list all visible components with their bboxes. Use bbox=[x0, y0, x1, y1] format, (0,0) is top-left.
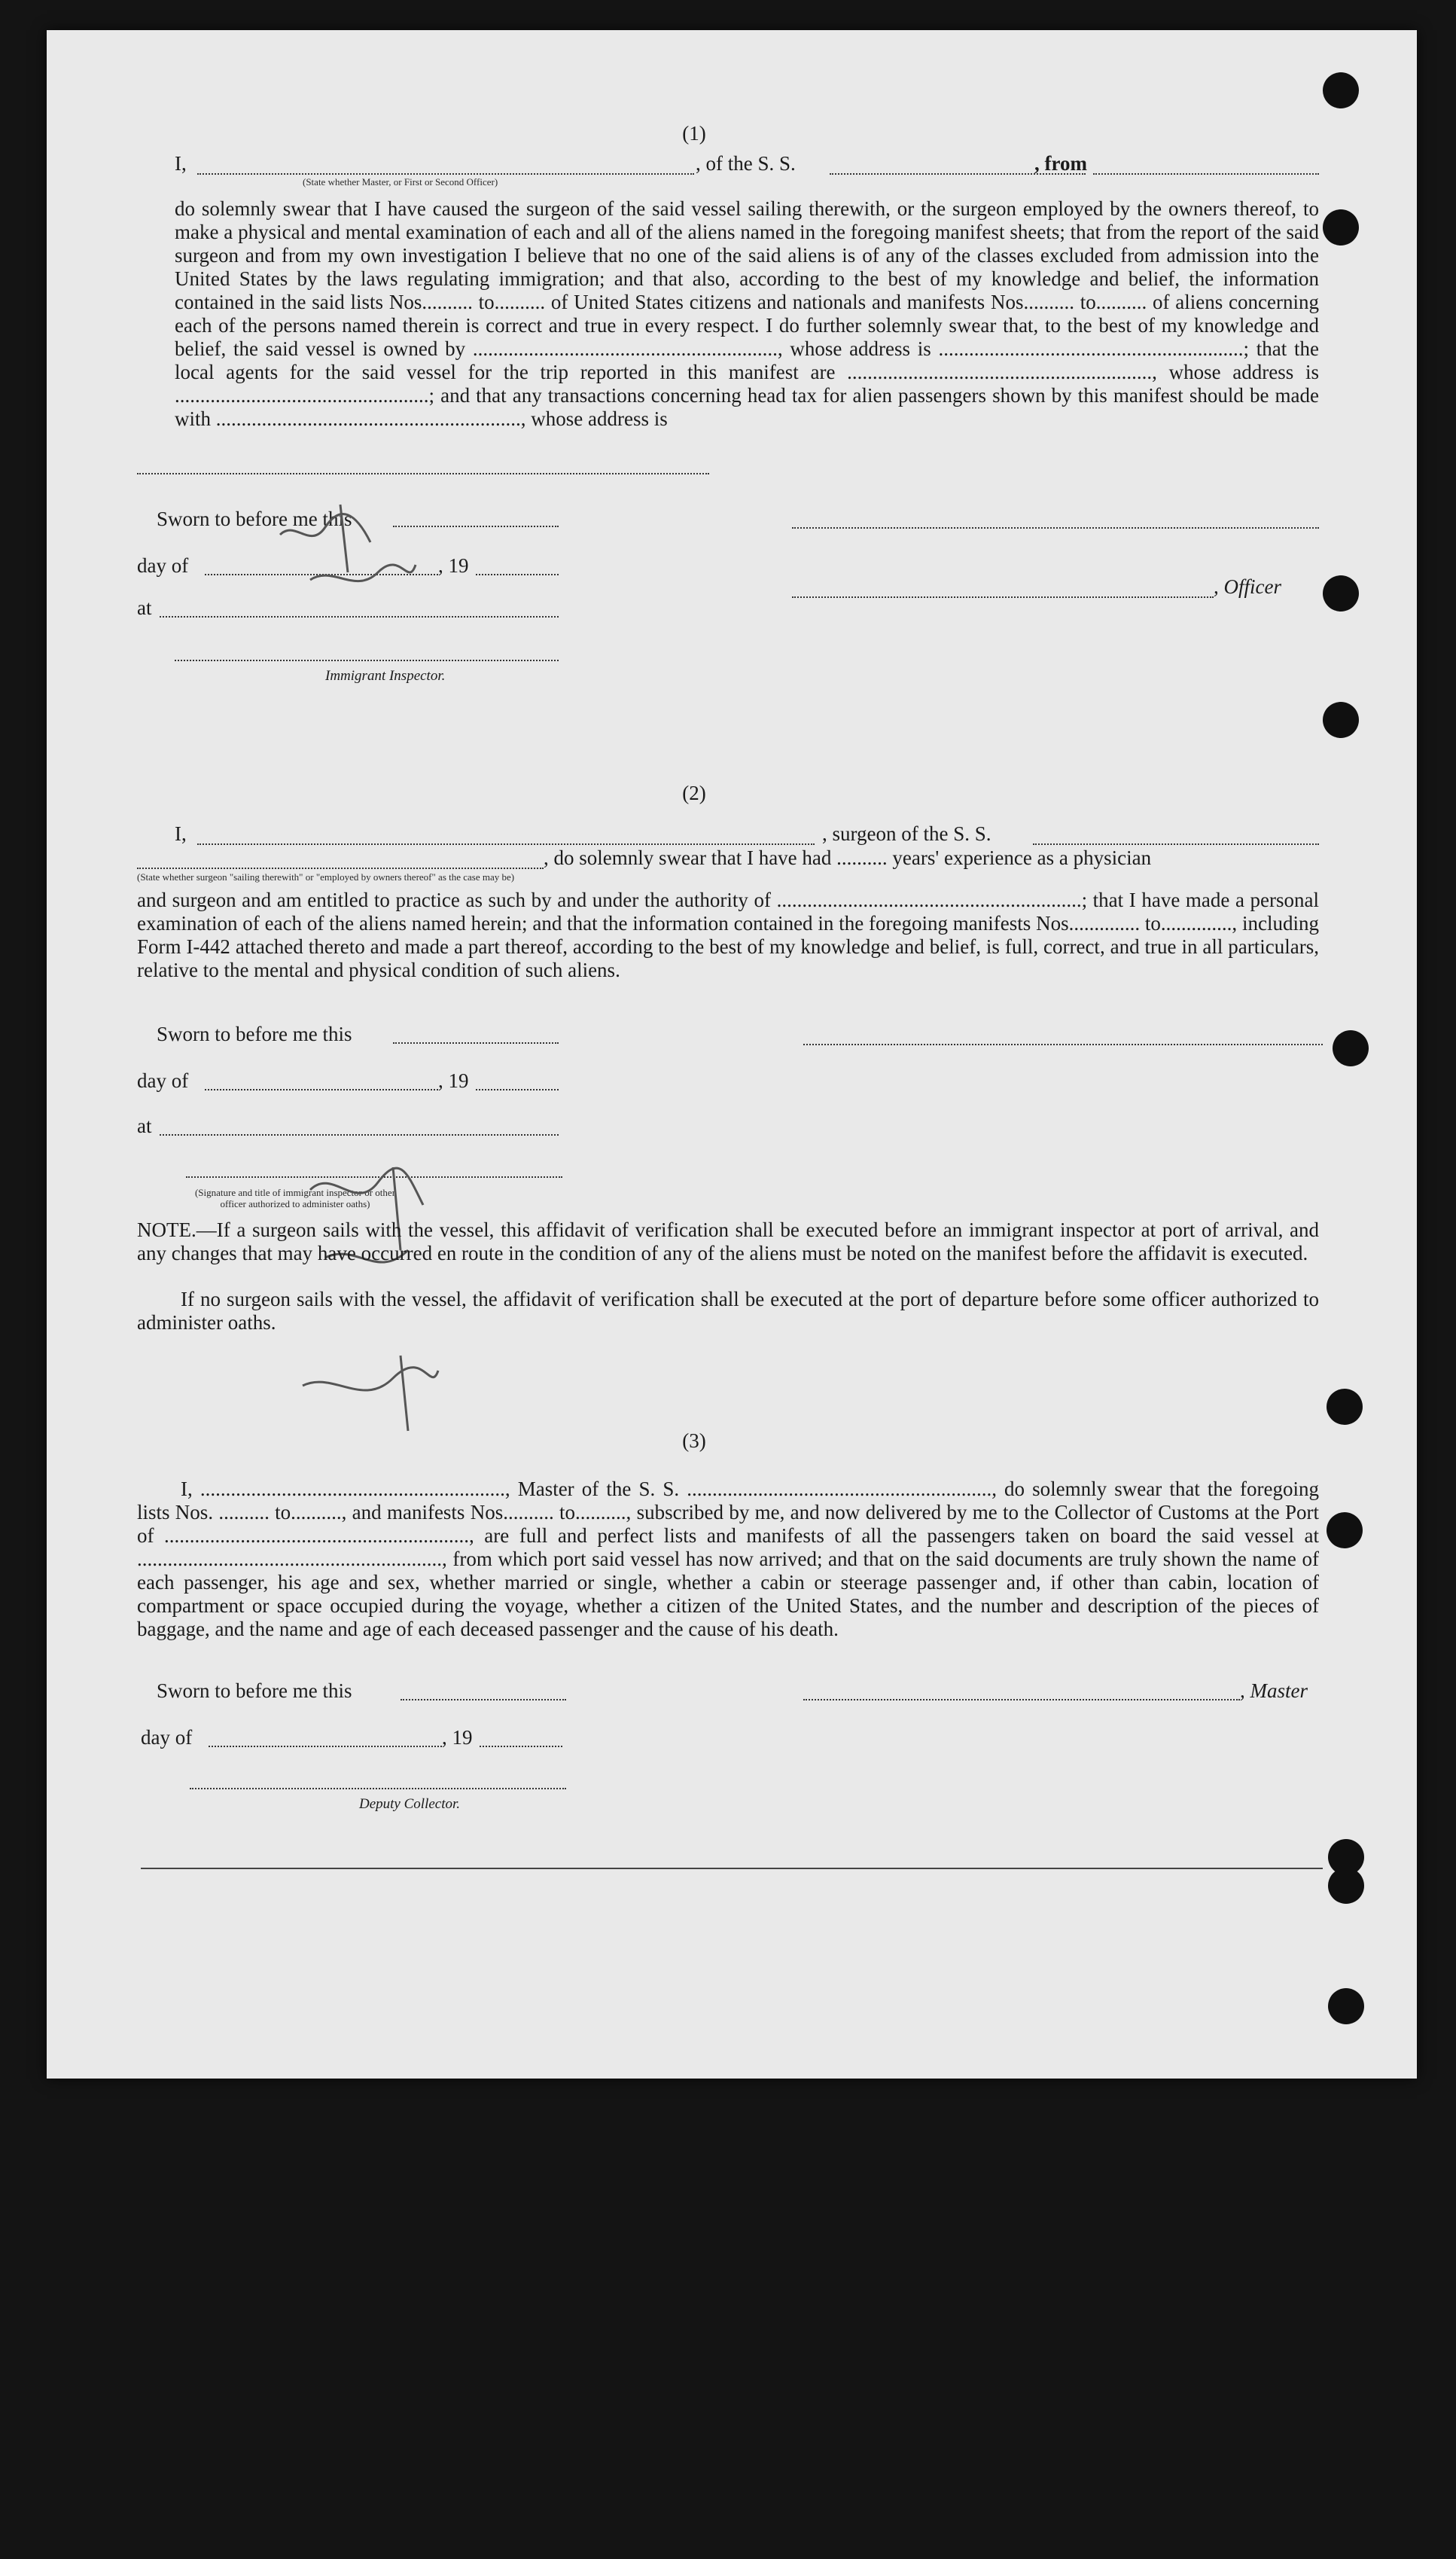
s1-at-label: at bbox=[137, 596, 152, 619]
s1-line-i: I, bbox=[175, 152, 187, 175]
s3-oath-text: I, ............................................................, Master of the S. S. ............................................................, do solemnly swear that the foregoing lists Nos. .......... to.........., and manifests Nos.......... to.........., subscribed by me, and now delivered by me to the Collector of Customs at the Port of ............................................................, are full and perfect lists and manifests of all the passengers taken on board the said vessel at ............................................................, from which port said vessel has now arrived; and that on the said documents are truly shown the name of each passenger, his age and sex, whether married or single, whether a cabin or steerage passenger and, if other than cabin, location of compartment or space occupied during the voyage, whether a citizen of the United States, and the number and description of the pieces of baggage, and the name and age of each deceased passenger and the cause of his death. bbox=[137, 1478, 1319, 1640]
binder-hole bbox=[1327, 1389, 1363, 1425]
binder-hole bbox=[1327, 1512, 1363, 1548]
document-page bbox=[47, 30, 1417, 2079]
s2-year-blank bbox=[476, 1089, 559, 1090]
s2-line-i: I, bbox=[175, 822, 187, 845]
s1-oath-text: do solemnly swear that I have caused the surgeon of the said vessel sailing therewith, or the surgeon employed by the owners thereof, to make a physical and mental examination of each and all of the aliens named in the foregoing manifest sheets; that from the report of the said surgeon and from my own investigation I believe that no one of the said aliens is of any of the classes excluded from admission into the United States by the laws regulating immigration; and that also, according to the best of my knowledge and belief, the information contained in the said lists Nos.......... to.......... of United States citizens and nationals and manifests Nos.......... to.......... of aliens concerning each of the persons named therein is correct and true in every respect. I do further solemnly swear that, to the best of my knowledge and belief, the said vessel is owned by ............................................................, whose address is ............................................................; that the local agents for the said vessel for the trip reported in this manifest are ............................................................, whose address is ..................................................; and that any transactions concerning head tax for alien passengers shown by this manifest should be made with ............................................................, whose address is bbox=[175, 197, 1319, 430]
section-1-number: (1) bbox=[682, 122, 706, 145]
binder-hole bbox=[1333, 1030, 1369, 1066]
s2-inspector-note: (Signature and title of immigrant inspector or other officer authorized to administer oaths) bbox=[194, 1187, 396, 1209]
s1-day-label: day of bbox=[137, 554, 189, 577]
binder-hole bbox=[1328, 1868, 1364, 1904]
binder-hole bbox=[1323, 209, 1359, 246]
s2-at-blank bbox=[160, 1134, 559, 1136]
s3-collector-blank bbox=[190, 1788, 566, 1789]
s2-sworn-label: Sworn to before me this bbox=[157, 1023, 352, 1045]
s1-officer-label: , Officer bbox=[1214, 575, 1281, 598]
s3-master-label: , Master bbox=[1240, 1679, 1308, 1702]
binder-hole bbox=[1323, 72, 1359, 108]
binder-hole bbox=[1323, 702, 1359, 738]
s1-address-blank bbox=[137, 473, 709, 474]
s2-note-text: NOTE.—If a surgeon sails with the vessel, this affidavit of verification shall be executed before an immigrant inspector at port of arrival, and any changes that may have occurred en route in the condition of any of the aliens must be noted on the manifest before the affidavit is executed. bbox=[137, 1218, 1319, 1264]
section-2-number: (2) bbox=[682, 782, 706, 804]
s3-day-blank bbox=[209, 1746, 442, 1747]
s1-officer-blank bbox=[197, 173, 694, 175]
s2-capacity-note: (State whether surgeon "sailing therewith" or "employed by owners thereof" as the case may be) bbox=[137, 871, 515, 883]
s3-year-label: , 19 bbox=[442, 1726, 473, 1749]
binder-hole bbox=[1328, 1988, 1364, 2024]
s2-swear: , do solemnly swear that I have had .......... years' experience as a physician bbox=[544, 846, 1152, 869]
section-3-number: (3) bbox=[682, 1429, 706, 1452]
s3-year-blank bbox=[480, 1746, 562, 1747]
s1-signature-blank bbox=[792, 527, 1319, 529]
bottom-rule bbox=[141, 1868, 1323, 1869]
s1-inspector-blank bbox=[175, 660, 559, 661]
s2-signature-blank bbox=[803, 1044, 1323, 1045]
s2-day-label: day of bbox=[137, 1069, 189, 1092]
s2-capacity-blank bbox=[137, 868, 544, 869]
s1-of-ss: , of the S. S. bbox=[696, 152, 796, 175]
handwritten-signature-1 bbox=[265, 490, 431, 625]
s2-vessel-blank bbox=[1033, 843, 1319, 845]
s2-note-text-2: If no surgeon sails with the vessel, the affidavit of verification shall be executed at the port of departure before some officer authorized to administer oaths. bbox=[137, 1288, 1319, 1334]
s3-sworn-blank bbox=[401, 1699, 566, 1700]
s3-day-label: day of bbox=[141, 1726, 193, 1749]
s1-inspector-label: Immigrant Inspector. bbox=[325, 668, 446, 684]
s1-sworn-label: Sworn to before me this bbox=[157, 508, 352, 530]
s2-name-blank bbox=[197, 843, 815, 845]
s2-year-label: , 19 bbox=[438, 1069, 469, 1092]
s1-officer-note: (State whether Master, or First or Second Officer) bbox=[303, 176, 498, 188]
s1-year-label: , 19 bbox=[438, 554, 469, 577]
s3-sworn-label: Sworn to before me this bbox=[157, 1679, 352, 1702]
s1-year-blank bbox=[476, 574, 559, 575]
s3-collector-label: Deputy Collector. bbox=[359, 1796, 461, 1812]
s3-signature-blank bbox=[803, 1699, 1240, 1700]
s2-surgeon-of: , surgeon of the S. S. bbox=[822, 822, 991, 845]
s1-from: , from bbox=[1034, 152, 1087, 175]
s1-from-blank bbox=[1093, 173, 1319, 175]
s1-officer-signature-blank bbox=[792, 596, 1214, 598]
s2-oath-text: and surgeon and am entitled to practice as such by and under the authority of ............................................................; that I have made a personal examination of each of the aliens named herein; and that the information contained in the foregoing manifests Nos.............. to.............., including Form I-442 attached thereto and made a part thereof, according to the best of my knowledge and belief, is full, correct, and true in all particulars, relative to the mental and physical condition of such aliens. bbox=[137, 889, 1319, 981]
s2-day-blank bbox=[205, 1089, 438, 1090]
s2-at-label: at bbox=[137, 1115, 152, 1137]
binder-hole bbox=[1323, 575, 1359, 612]
s2-sworn-blank bbox=[393, 1042, 559, 1044]
